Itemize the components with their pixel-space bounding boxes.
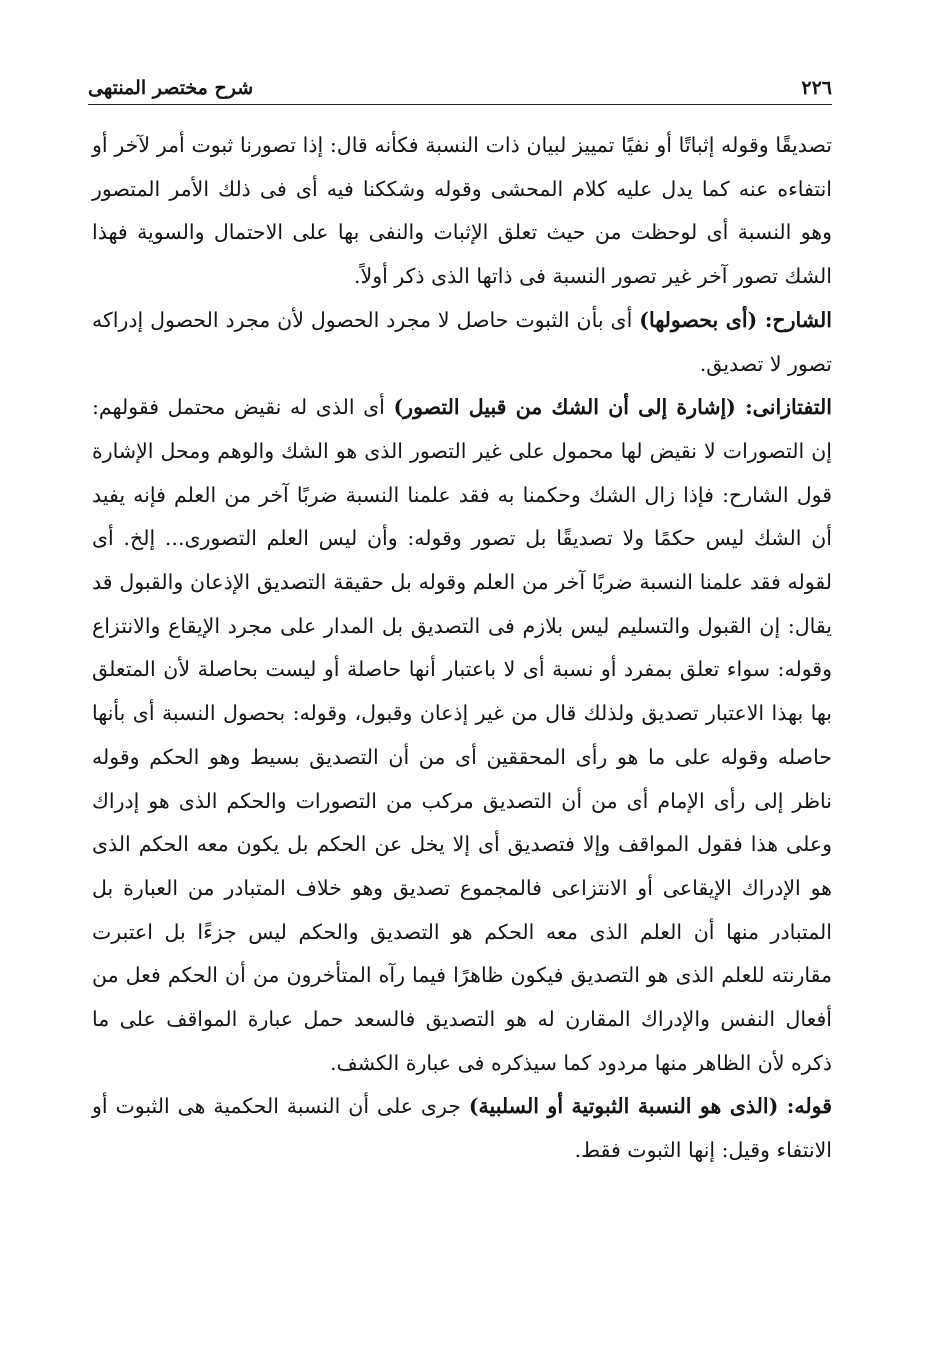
paragraph	[92, 1085, 832, 1172]
page-number: ٢٢٦	[801, 77, 832, 99]
paragraph-text: جرى على أن النسبة الحكمية هى الثبوت أو الانتفاء وقيل: إنها الثبوت فقط.	[92, 1094, 832, 1163]
paragraph-quote: (أى بحصولها)	[639, 307, 758, 332]
paragraph-text: تصديقًا وقوله إثباتًا أو نفيًا تمييز لبيان ذات النسبة فكأنه قال: إذا تصورنا ثبوت أمر لآخر أو انتفاءه عنه كما يدل عليه كلام المحشى وقوله وشككنا فيه أى فى ذلك الأمر المتصور وهو النسبة أى لوحظت من حيث تعلق الإثبات والنفى بها على الاحتمال والسوية فهذا الشك تصور آخر غير تصور النسبة فى ذاتها الذى ذكر أولاً.	[92, 133, 832, 289]
paragraph-label: التفتازانى:	[735, 395, 832, 420]
paragraph-text: أى الذى له نقيض محتمل فقولهم: إن التصورات لا نقيض لها محمول على غير التصور الذى هو الشك والوهم ومحل الإشارة قول الشارح: فإذا زال الشك وحكمنا به فقد علمنا النسبة ضربًا آخر من العلم فإنه يفيد أن الشك ليس حكمًا ولا تصديقًا بل تصور وقوله: وأن ليس العلم التصورى... إلخ. أى لقوله فقد علمنا النسبة ضربًا آخر من العلم وقوله بل حقيقة التصديق الإذعان والقبول قد يقال: إن القبول والتسليم ليس بلازم فى التصديق بل المدار على مجرد الإيقاع والانتزاع وقوله: سواء تعلق بمفرد أو نسبة أى لا باعتبار أنها حاصلة أو ليست بحاصلة لأن المتعلق بها بهذا الاعتبار تصديق ولذلك قال من غير إذعان وقبول، وقوله: بحصول النسبة أى بأنها حاصله وقوله على ما هو رأى المحققين أى من أن التصديق بسيط وهو الحكم وقوله ناظر إلى رأى الإمام أى من أن التصديق مركب من التصورات والحكم الذى هو إدراك وعلى هذا فقول المواقف وإلا فتصديق أى إلا يخل عن الحكم بل يكون معه الحكم الذى هو الإدراك الإيقاعى أو الانتزاعى فالمجموع تصديق وهو خلاف المتبادر من العبارة بل المتبادر منها أن العلم الذى معه الحكم هو التصديق والحكم ليس جزءًا بل اعتبرت مقارنته للعلم الذى هو التصديق فيكون ظاهرًا فيما رآه المتأخرون من أن الحكم فعل من أفعال النفس والإدراك المقارن له هو التصديق فالسعد حمل عبارة المواقف على ما ذكره لأن الظاهر منها مردود كما سيذكره فى عبارة الكشف.	[92, 395, 832, 1075]
paragraph	[92, 386, 832, 1085]
paragraph-quote: (الذى هو النسبة الثبوتية أو السلبية)	[468, 1094, 779, 1119]
paragraph-label: قوله:	[778, 1094, 833, 1119]
running-header	[88, 72, 832, 105]
paragraph-text: أى بأن الثبوت حاصل لا مجرد الحصول لأن مجرد الحصول إدراكه تصور لا تصديق.	[92, 307, 832, 376]
page-body	[92, 124, 832, 1173]
book-title: شرح مختصر المنتهى	[88, 77, 254, 99]
paragraph	[92, 124, 832, 299]
paragraph	[92, 299, 832, 386]
paragraph-quote: (إشارة إلى أن الشك من قبيل التصور)	[393, 395, 736, 420]
paragraph-label: الشارح:	[757, 307, 832, 332]
